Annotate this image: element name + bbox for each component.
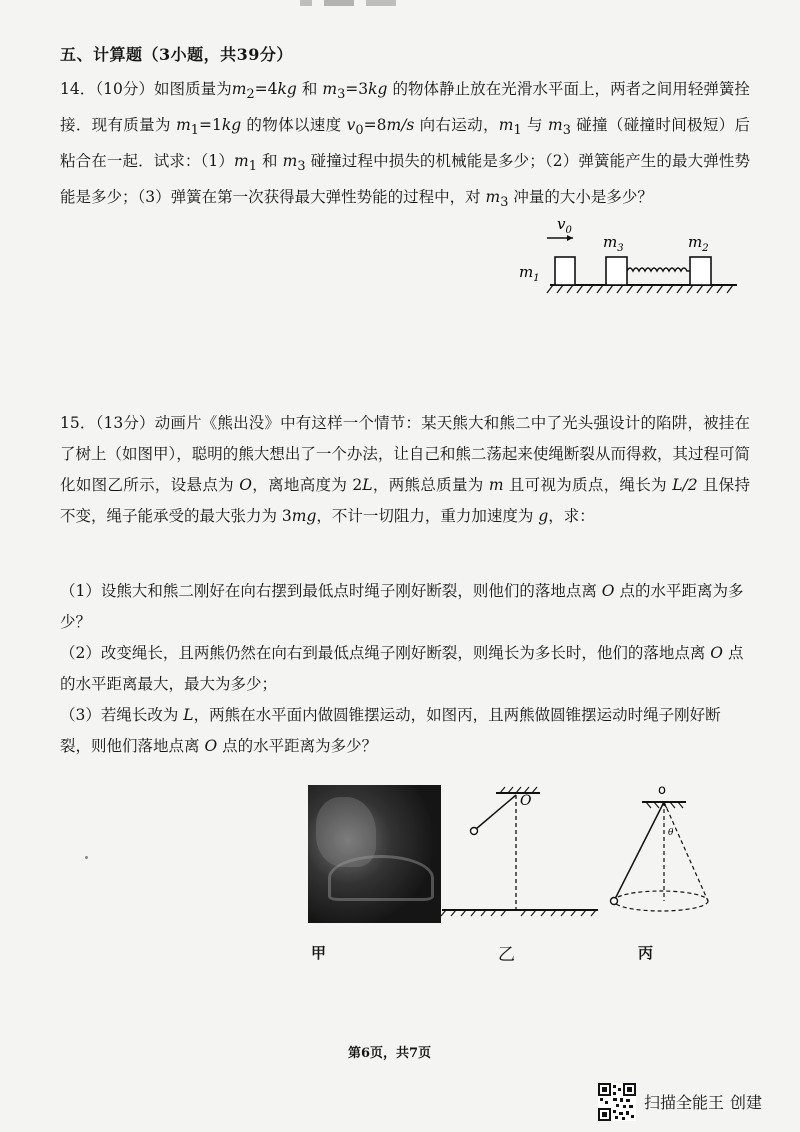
label-m1: $m_1$ xyxy=(519,263,540,284)
rope xyxy=(614,802,664,901)
question-15: 15．（13分）动画片《熊出没》中有这样一个情节：某天熊大和熊二中了光头强设计的陷阱，被挂在了树上（如图甲），聪明的熊大想出了一个办法，让自己和熊二荡起来使绳断裂从而得救，其过程可简化如图乙所示，设悬点为 O，离地高度为 2L，两熊总质量为 m 且可视为质点，绳长为 L/2 且保持不变，绳子能承受的最大张力为 3mg，不计一切阻力，重力加速度为 g，求： xyxy=(60,414,750,525)
bear-trap-photo xyxy=(308,785,441,923)
spring-block-diagram xyxy=(515,205,740,300)
label-O: O xyxy=(520,793,532,809)
block-m3 xyxy=(606,257,627,285)
label-m2: $m_2$ xyxy=(688,233,709,254)
scan-artifact xyxy=(300,0,420,6)
svg-text:θ: θ xyxy=(668,828,674,838)
ground-hatch xyxy=(547,285,733,293)
caption-jia: 甲 xyxy=(311,944,327,962)
question-15-part-2: （2）改变绳长，且两熊仍然在向右到最低点绳子刚好断裂，则绳长为多长时，他们的落地点离 O 点的水平距离最大，最大为多少； xyxy=(60,644,744,693)
circular-path xyxy=(614,891,708,911)
question-15-part-3: （3）若绳长改为 L，两熊在水平面内做圆锥摆运动，如图丙，且两熊做圆锥摆运动时绳子刚好断裂，则他们落地点离 O 点的水平距离为多少？ xyxy=(60,706,721,755)
caption-yi: 乙 xyxy=(498,945,515,965)
label-v0: $v_0$ xyxy=(557,215,572,236)
section-title: 五、计算题（3小题，共39分） xyxy=(60,45,293,64)
rope xyxy=(476,795,516,829)
pendulum-diagram xyxy=(440,785,600,920)
bear-mass xyxy=(611,898,618,905)
scanner-watermark: 扫描全能王 创建 xyxy=(644,1093,763,1112)
question-15-part-1: （1）设熊大和熊二刚好在向右摆到最低点时绳子刚好断裂，则他们的落地点离 O 点的水平距离为多少？ xyxy=(60,582,744,631)
spring xyxy=(627,268,690,271)
qr-code-icon xyxy=(598,1083,636,1121)
conical-pendulum-diagram xyxy=(600,780,710,930)
scan-speck xyxy=(85,856,88,859)
caption-bing: 丙 xyxy=(638,944,654,962)
page-footer: 第6页，共7页 xyxy=(348,1046,432,1061)
question-14: 14．（10分）如图质量为$m_2=4kg$ 和 $m_3=3kg$ 的物体静止放在光滑水平面上，两者之间用轻弹簧拴接．现有质量为 $m_1=1kg$ 的物体以速度 $v_0=8m/s$ 向右运动，$m_1$ 与 $m_3$ 碰撞（碰撞时间极短）后粘合在一起．试求：$(1)m_1$ 和 $m_3$ 碰撞过程中损失的机械能是多少；（2）弹簧能产生的最大弹性势能是多少；（3）弹簧在第一次获得最大弹性势能的过程中，对 $m_3$ 冲量的大小是多少？ xyxy=(60,80,751,211)
block-m2 xyxy=(690,257,711,285)
label-o: o xyxy=(658,783,666,798)
bear-mass xyxy=(471,828,478,835)
block-m1 xyxy=(555,257,575,285)
label-m3: $m_3$ xyxy=(603,233,624,254)
